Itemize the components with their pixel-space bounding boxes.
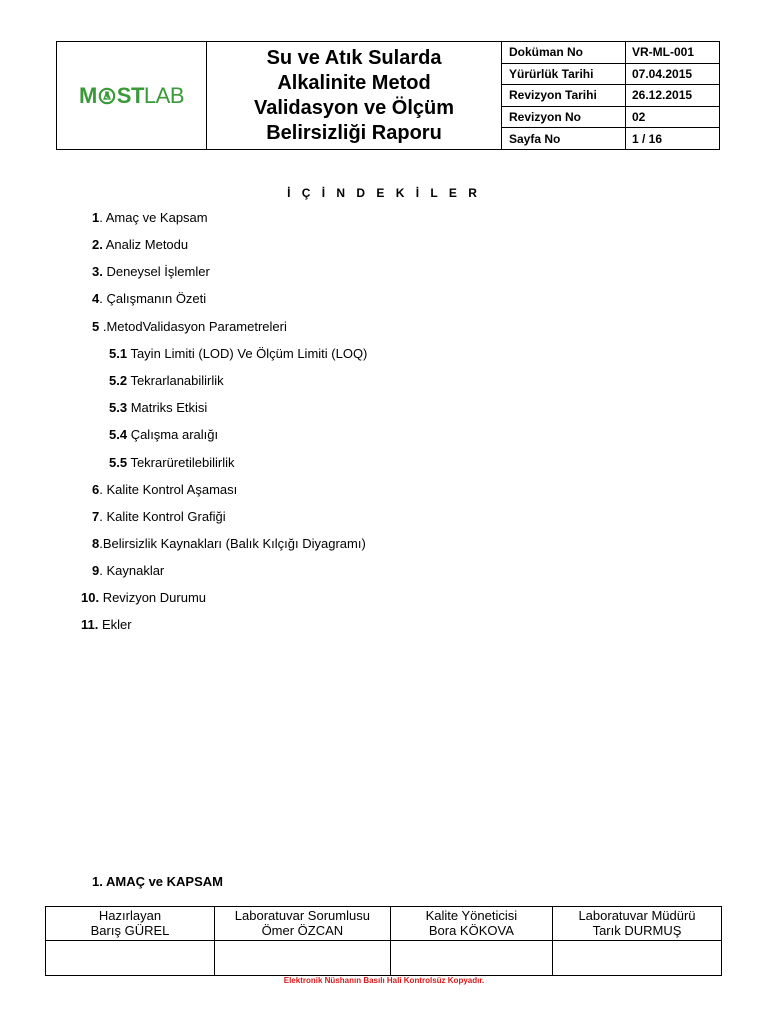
toc-item[interactable] (92, 536, 366, 551)
meta-value: 02 (632, 110, 646, 125)
toc-number: 9 (92, 563, 100, 578)
toc-number: 7 (92, 509, 100, 524)
toc-number: 5.1 (109, 346, 128, 361)
approval-name: Barış GÜREL (90, 923, 170, 938)
toc-item[interactable] (109, 346, 367, 361)
toc-text: Çalışma aralığı (127, 427, 219, 442)
toc-number: 5.2 (109, 373, 128, 388)
footer-note: Elektronik Nüshanın Basılı Hali Kontrolsüz Kopyadır. (283, 976, 485, 985)
approval-name: Tarık DURMUŞ (592, 923, 682, 938)
toc-text: Matriks Etkisi (127, 400, 208, 415)
toc-title: İ Ç İ N D E K İ L E R (287, 186, 481, 200)
toc-number: 5.5 (109, 455, 128, 470)
toc-text: Tekrarüretilebilirlik (127, 455, 235, 470)
toc-item[interactable] (81, 590, 206, 605)
toc-item[interactable] (92, 210, 208, 225)
signature-cell (46, 941, 215, 976)
approval-role: Laboratuvar Sorumlusu (234, 908, 370, 923)
toc-number: 5.4 (109, 427, 128, 442)
meta-key: Doküman No (502, 42, 626, 63)
toc-item[interactable] (109, 373, 224, 388)
toc-text: Ekler (98, 617, 132, 632)
meta-key: Revizyon No (502, 107, 626, 128)
meta-row (502, 85, 719, 107)
logo-text-st: ST (116, 82, 144, 108)
toc-number: 11. (81, 617, 99, 632)
toc-number: 1 (92, 210, 100, 225)
toc-item[interactable] (92, 291, 206, 306)
logo-text-lab: LAB (143, 82, 185, 108)
toc-item[interactable] (81, 617, 132, 632)
approval-role: Hazırlayan (98, 908, 162, 923)
logo-text-m: M (78, 82, 97, 108)
approval-table (45, 906, 722, 976)
document-header (56, 41, 720, 150)
approval-role: Kalite Yöneticisi (425, 908, 518, 923)
title-line: Alkalinite Metod (277, 71, 431, 94)
document-meta (502, 42, 719, 149)
toc-item[interactable] (109, 427, 218, 442)
signature-row (46, 941, 722, 976)
toc-number: 5 (92, 319, 100, 334)
toc-text: . Çalışmanın Özeti (99, 291, 207, 306)
approval-cell (46, 907, 215, 941)
toc-text: Tekrarlanabilirlik (127, 373, 224, 388)
title-line: Belirsizliği Raporu (266, 121, 442, 144)
title-line: Validasyon ve Ölçüm (253, 96, 455, 119)
toc-number: 6 (92, 482, 100, 497)
toc-number: 4 (92, 291, 100, 306)
title-line: Su ve Atık Sularda (266, 46, 442, 69)
signature-cell (552, 941, 721, 976)
meta-key: Sayfa No (502, 128, 626, 149)
toc-text: . Kaynaklar (99, 563, 165, 578)
toc-item[interactable] (92, 264, 210, 279)
toc-number: 5.3 (109, 400, 128, 415)
title-cell (207, 42, 502, 149)
meta-key: Yürürlük Tarihi (502, 64, 626, 85)
meta-value: 1 / 16 (632, 131, 663, 146)
toc-text: Tayin Limiti (LOD) Ve Ölçüm Limiti (LOQ) (127, 346, 368, 361)
approval-name: Bora KÖKOVA (428, 923, 514, 938)
approval-cell (552, 907, 721, 941)
meta-value: VR-ML-001 (632, 45, 695, 60)
meta-value: 07.04.2015 (632, 66, 693, 81)
flask-icon (98, 87, 116, 105)
meta-key: Revizyon Tarihi (502, 85, 626, 106)
meta-value: 26.12.2015 (632, 88, 693, 103)
meta-row (502, 64, 719, 86)
approval-role: Laboratuvar Müdürü (578, 908, 696, 923)
toc-item[interactable] (92, 509, 226, 524)
toc-item[interactable] (109, 455, 234, 470)
approval-cell (390, 907, 552, 941)
toc-text: Revizyon Durumu (99, 590, 207, 605)
approval-names-row (46, 907, 722, 941)
signature-cell (390, 941, 552, 976)
toc-item[interactable] (92, 482, 237, 497)
toc-item[interactable] (92, 237, 188, 252)
toc-number: 3. (92, 264, 103, 279)
signature-cell (215, 941, 391, 976)
toc-text: . Amaç ve Kapsam (99, 210, 208, 225)
toc-text: Analiz Metodu (102, 237, 189, 252)
meta-row (502, 42, 719, 64)
toc-text: .MetodValidasyon Parametreleri (99, 319, 287, 334)
toc-text: . Kalite Kontrol Aşaması (99, 482, 238, 497)
toc-item[interactable] (92, 319, 287, 334)
toc-text: .Belirsizlik Kaynakları (Balık Kılçığı Diyagramı) (99, 536, 366, 551)
toc-text: . Kalite Kontrol Grafiği (99, 509, 226, 524)
toc-text: Deneysel İşlemler (102, 264, 210, 279)
toc-number: 10. (81, 590, 100, 605)
section-heading: 1. AMAÇ ve KAPSAM (92, 874, 223, 889)
company-logo (79, 83, 184, 109)
toc-item[interactable] (109, 400, 207, 415)
toc-number: 2. (92, 237, 103, 252)
meta-row (502, 107, 719, 129)
approval-cell (215, 907, 391, 941)
toc-number: 8 (92, 536, 100, 551)
approval-name: Ömer ÖZCAN (261, 923, 344, 938)
toc-item[interactable] (92, 563, 164, 578)
logo-cell (57, 42, 207, 149)
document-title (254, 46, 454, 146)
meta-row (502, 128, 719, 149)
